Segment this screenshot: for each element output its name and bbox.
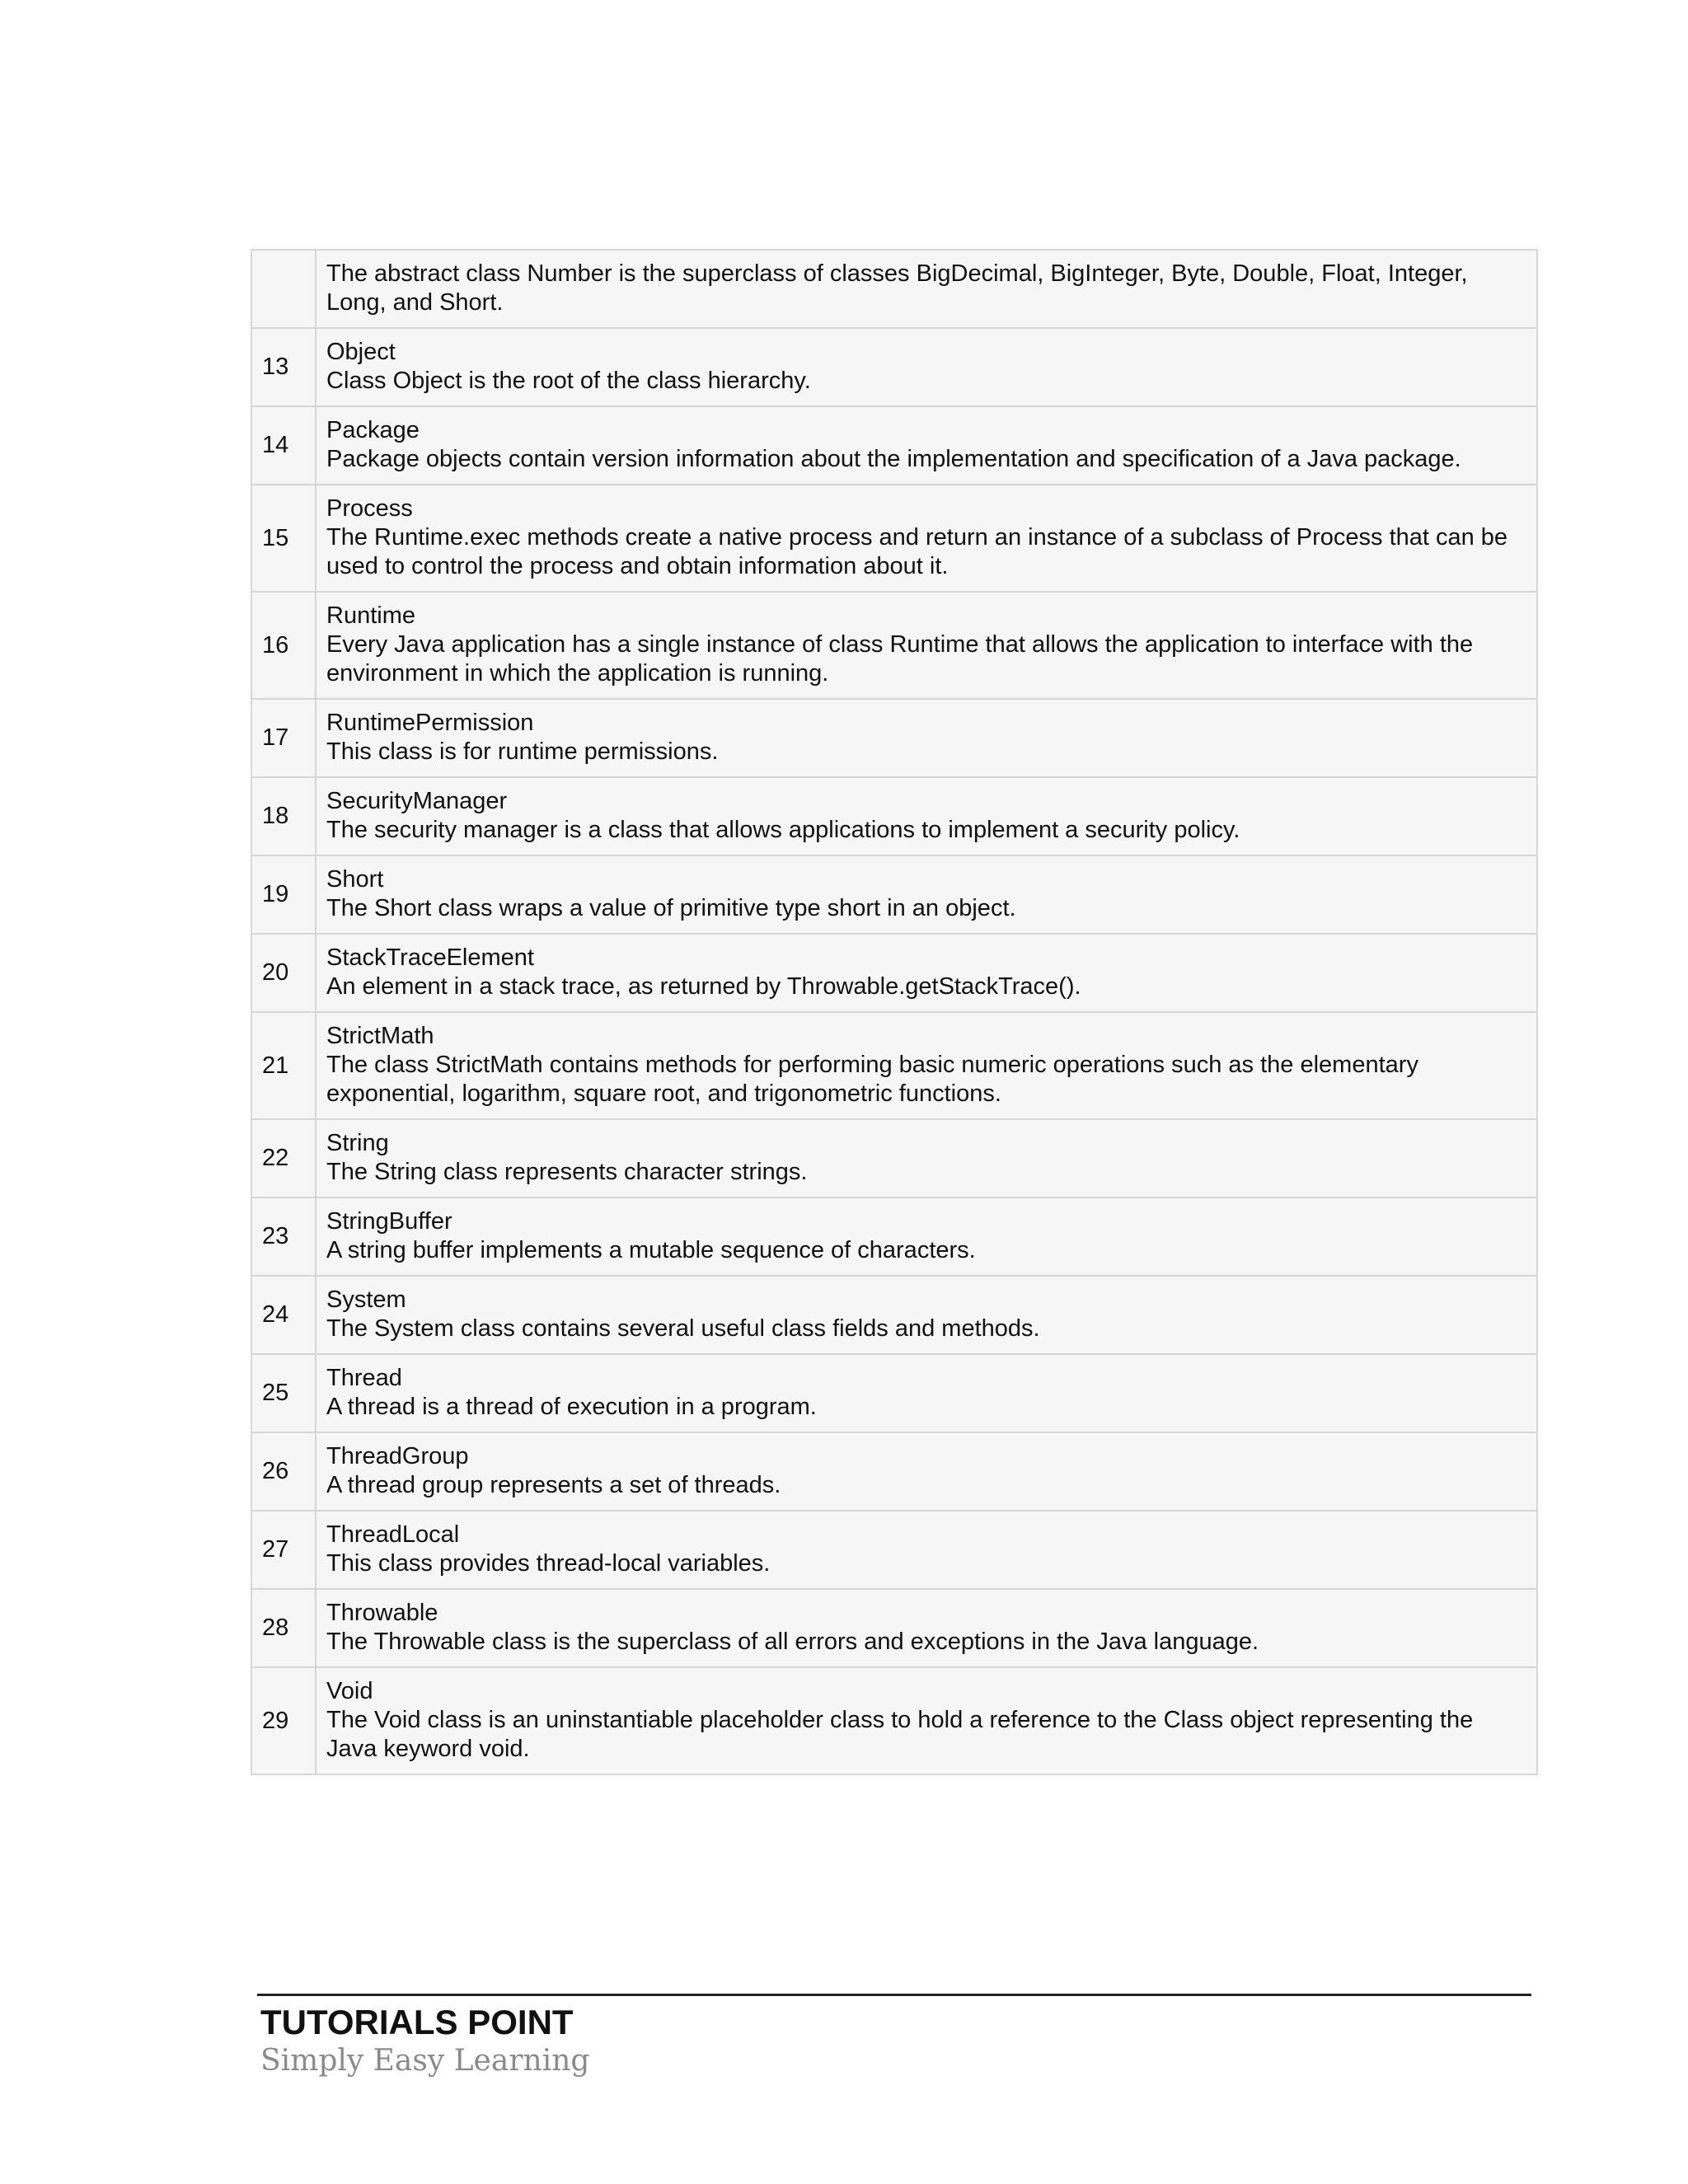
class-name: Short <box>326 866 384 893</box>
class-description: An element in a stack trace, as returned by Throwable.getStackTrace(). <box>326 973 1081 1000</box>
class-name: RuntimePermission <box>326 710 534 736</box>
class-description: Every Java application has a single instance of class Runtime that allows the application to interface with the environment in which the application is running. <box>326 631 1474 687</box>
class-name: Process <box>326 495 413 522</box>
class-description: The Runtime.exec methods create a native process and return an instance of a subclass of Process that can be used to control the process and obtain information about it. <box>326 524 1508 579</box>
class-name: Throwable <box>326 1600 438 1626</box>
class-name: System <box>326 1286 406 1313</box>
table-row <box>251 1589 1537 1667</box>
table-row <box>251 328 1537 406</box>
row-number: 22 <box>251 1119 316 1197</box>
row-content <box>316 777 1537 855</box>
row-content <box>316 1276 1537 1354</box>
row-number: 15 <box>251 485 316 592</box>
row-content <box>316 406 1537 485</box>
row-number: 24 <box>251 1276 316 1354</box>
row-content <box>316 1667 1537 1774</box>
footer-tagline: Simply Easy Learning <box>260 2044 590 2078</box>
table-row <box>251 1354 1537 1432</box>
class-name: StringBuffer <box>326 1208 452 1235</box>
class-description: A thread group represents a set of threads. <box>326 1472 781 1498</box>
table-row <box>251 250 1537 328</box>
class-description: Package objects contain version information about the implementation and specification of a Java package. <box>326 446 1461 472</box>
table-row <box>251 406 1537 485</box>
table-row <box>251 1197 1537 1276</box>
row-content <box>316 1354 1537 1432</box>
row-number: 18 <box>251 777 316 855</box>
class-description: This class provides thread-local variables. <box>326 1550 771 1577</box>
class-description: Class Object is the root of the class hierarchy. <box>326 368 811 394</box>
class-description: The security manager is a class that allows applications to implement a security policy. <box>326 817 1240 843</box>
table-row <box>251 1432 1537 1511</box>
class-name: Package <box>326 417 420 443</box>
class-description: The String class represents character strings. <box>326 1159 808 1185</box>
class-name: String <box>326 1130 389 1156</box>
row-content <box>316 855 1537 934</box>
row-number: 20 <box>251 934 316 1012</box>
row-content <box>316 485 1537 592</box>
class-description: The Short class wraps a value of primitive type short in an object. <box>326 895 1016 921</box>
class-name: Runtime <box>326 602 415 629</box>
row-content <box>316 1119 1537 1197</box>
row-content <box>316 592 1537 699</box>
class-description: The Throwable class is the superclass of all errors and exceptions in the Java language. <box>326 1629 1259 1655</box>
class-name: StrictMath <box>326 1023 434 1049</box>
row-number: 26 <box>251 1432 316 1511</box>
table-row <box>251 934 1537 1012</box>
class-description: The System class contains several useful class fields and methods. <box>326 1315 1040 1342</box>
row-content <box>316 699 1537 777</box>
row-number: 17 <box>251 699 316 777</box>
java-lang-classes-table <box>251 249 1538 1775</box>
row-content <box>316 1589 1537 1667</box>
table-row <box>251 592 1537 699</box>
row-number: 16 <box>251 592 316 699</box>
class-name: SecurityManager <box>326 788 508 814</box>
table-row <box>251 1276 1537 1354</box>
row-number: 29 <box>251 1667 316 1774</box>
table-row <box>251 855 1537 934</box>
row-content <box>316 328 1537 406</box>
footer-divider <box>257 1994 1531 1996</box>
table-row <box>251 1511 1537 1589</box>
class-description: The abstract class Number is the superclass of classes BigDecimal, BigInteger, Byte, Double, Float, Integer, Long, and Short. <box>326 260 1468 316</box>
row-number: 21 <box>251 1012 316 1119</box>
row-content <box>316 1511 1537 1589</box>
class-description: The class StrictMath contains methods for performing basic numeric operations such as the elementary exponential, logarithm, square root, and trigonometric functions. <box>326 1052 1418 1107</box>
class-name: Void <box>326 1678 373 1704</box>
table-row <box>251 699 1537 777</box>
class-description: This class is for runtime permissions. <box>326 738 719 765</box>
table-row <box>251 485 1537 592</box>
row-content <box>316 1197 1537 1276</box>
row-number: 19 <box>251 855 316 934</box>
row-content <box>316 1012 1537 1119</box>
table-row <box>251 1119 1537 1197</box>
row-number <box>251 250 316 328</box>
class-description: A thread is a thread of execution in a program. <box>326 1394 817 1420</box>
class-name: ThreadLocal <box>326 1521 460 1548</box>
class-name: ThreadGroup <box>326 1443 469 1469</box>
class-name: Object <box>326 339 396 365</box>
row-number: 28 <box>251 1589 316 1667</box>
class-description: A string buffer implements a mutable sequence of characters. <box>326 1237 976 1263</box>
table-row <box>251 777 1537 855</box>
row-number: 25 <box>251 1354 316 1432</box>
class-name: StackTraceElement <box>326 944 534 971</box>
row-number: 27 <box>251 1511 316 1589</box>
row-number: 14 <box>251 406 316 485</box>
footer-brand-name: TUTORIALS POINT <box>260 2003 574 2041</box>
table-row <box>251 1667 1537 1774</box>
row-content <box>316 934 1537 1012</box>
row-number: 23 <box>251 1197 316 1276</box>
row-number: 13 <box>251 328 316 406</box>
table-row <box>251 1012 1537 1119</box>
class-name: Thread <box>326 1365 402 1391</box>
row-content <box>316 1432 1537 1511</box>
row-content <box>316 250 1537 328</box>
class-description: The Void class is an uninstantiable placeholder class to hold a reference to the Class object representing the Java keyword void. <box>326 1707 1474 1762</box>
